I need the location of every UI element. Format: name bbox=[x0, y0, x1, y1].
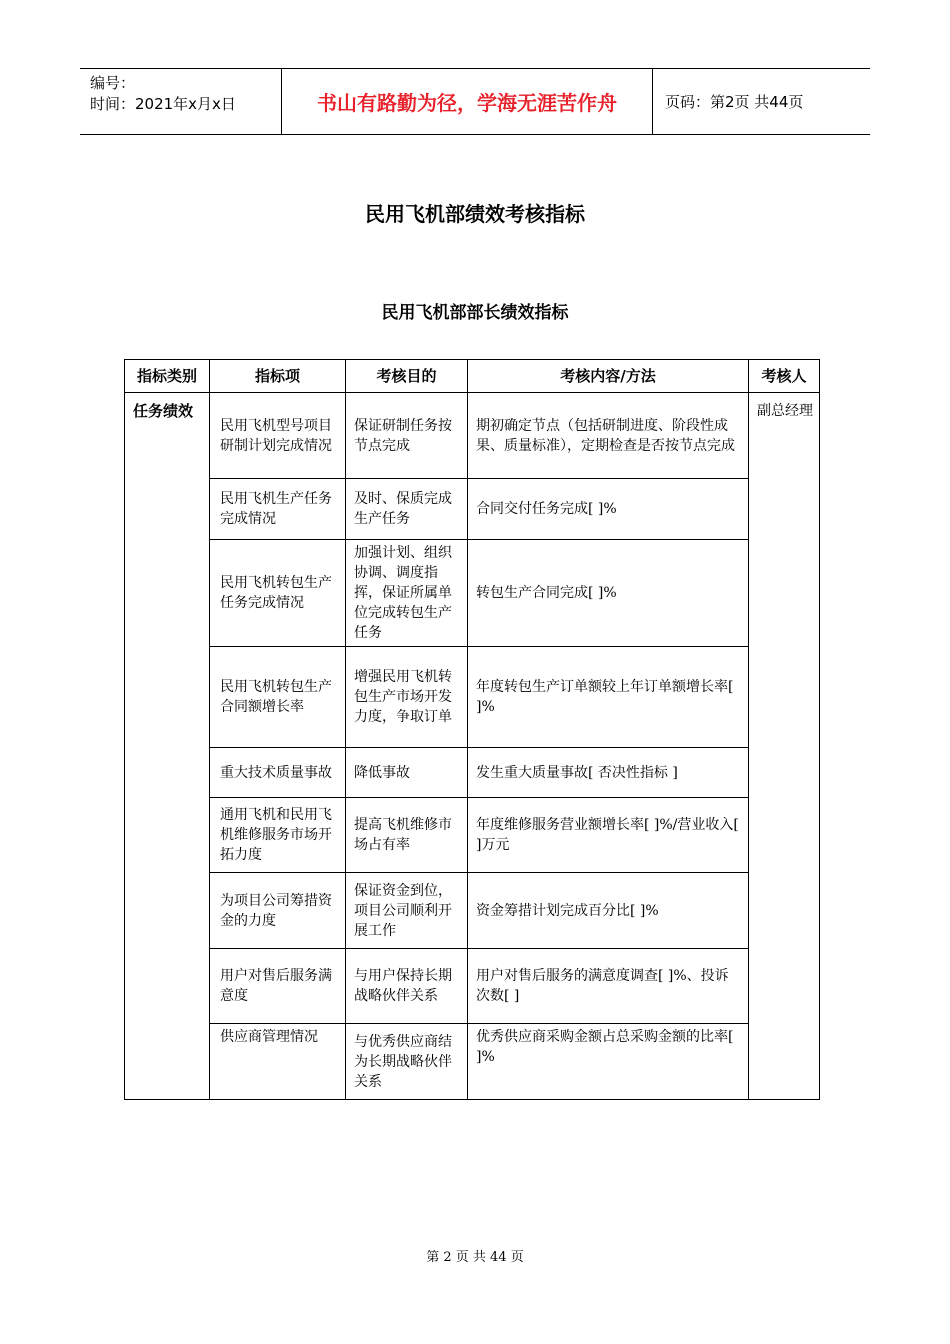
table-row bbox=[125, 949, 820, 1024]
content-cell: 发生重大质量事故[ 否决性指标 ] bbox=[468, 748, 749, 798]
category-cell: 任务绩效 bbox=[125, 393, 210, 1100]
purpose-cell: 加强计划、组织协调、调度指挥，保证所属单位完成转包生产任务 bbox=[346, 540, 468, 647]
document-number-label: 编号： bbox=[90, 74, 136, 92]
purpose-cell: 保证研制任务按节点完成 bbox=[346, 393, 468, 479]
page-footer: 第 2 页 共 44 页 bbox=[426, 1250, 524, 1265]
table-row bbox=[125, 798, 820, 873]
purpose-cell: 及时、保质完成生产任务 bbox=[346, 479, 468, 540]
purpose-cell: 提高飞机维修市场占有率 bbox=[346, 798, 468, 873]
item-cell: 用户对售后服务满意度 bbox=[210, 949, 346, 1024]
content-cell: 优秀供应商采购金额占总采购金额的比率[ ]% bbox=[468, 1024, 749, 1100]
table-row bbox=[125, 1024, 820, 1100]
purpose-cell: 降低事故 bbox=[346, 748, 468, 798]
purpose-cell: 与用户保持长期战略伙伴关系 bbox=[346, 949, 468, 1024]
reviewer-cell: 副总经理 bbox=[749, 393, 820, 1100]
purpose-cell: 与优秀供应商结为长期战略伙伴关系 bbox=[346, 1024, 468, 1100]
content-cell: 转包生产合同完成[ ]% bbox=[468, 540, 749, 647]
table-header-row bbox=[125, 360, 820, 393]
content-cell: 年度维修服务营业额增长率[ ]%/营业收入[ ]万元 bbox=[468, 798, 749, 873]
header-meta bbox=[90, 73, 236, 115]
item-cell: 通用飞机和民用飞机维修服务市场开拓力度 bbox=[210, 798, 346, 873]
table-row bbox=[125, 647, 820, 748]
item-cell: 民用飞机转包生产任务完成情况 bbox=[210, 540, 346, 647]
item-cell: 重大技术质量事故 bbox=[210, 748, 346, 798]
content-cell: 资金筹措计划完成百分比[ ]% bbox=[468, 873, 749, 949]
document-time: 时间：2021年x月x日 bbox=[90, 95, 236, 113]
column-header-category: 指标类别 bbox=[125, 360, 210, 393]
table-row bbox=[125, 540, 820, 647]
column-header-purpose: 考核目的 bbox=[346, 360, 468, 393]
item-cell: 民用飞机型号项目研制计划完成情况 bbox=[210, 393, 346, 479]
document-title: 民用飞机部绩效考核指标 bbox=[365, 202, 585, 226]
item-cell: 为项目公司筹措资金的力度 bbox=[210, 873, 346, 949]
item-cell: 民用飞机生产任务完成情况 bbox=[210, 479, 346, 540]
content-cell: 合同交付任务完成[ ]% bbox=[468, 479, 749, 540]
table-row bbox=[125, 479, 820, 540]
header-motto: 书山有路勤为径，学海无涯苦作舟 bbox=[281, 69, 653, 134]
kpi-table bbox=[124, 359, 820, 1100]
table-row bbox=[125, 393, 820, 479]
content-cell: 期初确定节点（包括研制进度、阶段性成果、质量标准），定期检查是否按节点完成 bbox=[468, 393, 749, 479]
column-header-item: 指标项 bbox=[210, 360, 346, 393]
content-cell: 用户对售后服务的满意度调查[ ]%、投诉次数[ ] bbox=[468, 949, 749, 1024]
table-row bbox=[125, 748, 820, 798]
purpose-cell: 保证资金到位，项目公司顺利开展工作 bbox=[346, 873, 468, 949]
column-header-reviewer: 考核人 bbox=[749, 360, 820, 393]
item-cell: 供应商管理情况 bbox=[210, 1024, 346, 1100]
purpose-cell: 增强民用飞机转包生产市场开发力度，争取订单 bbox=[346, 647, 468, 748]
item-cell: 民用飞机转包生产合同额增长率 bbox=[210, 647, 346, 748]
content-cell: 年度转包生产订单额较上年订单额增长率[ ]% bbox=[468, 647, 749, 748]
page-header bbox=[80, 68, 870, 135]
column-header-content: 考核内容/方法 bbox=[468, 360, 749, 393]
section-title: 民用飞机部部长绩效指标 bbox=[381, 303, 569, 323]
header-page-info: 页码：第2页 共44页 bbox=[665, 93, 804, 111]
table-row bbox=[125, 873, 820, 949]
